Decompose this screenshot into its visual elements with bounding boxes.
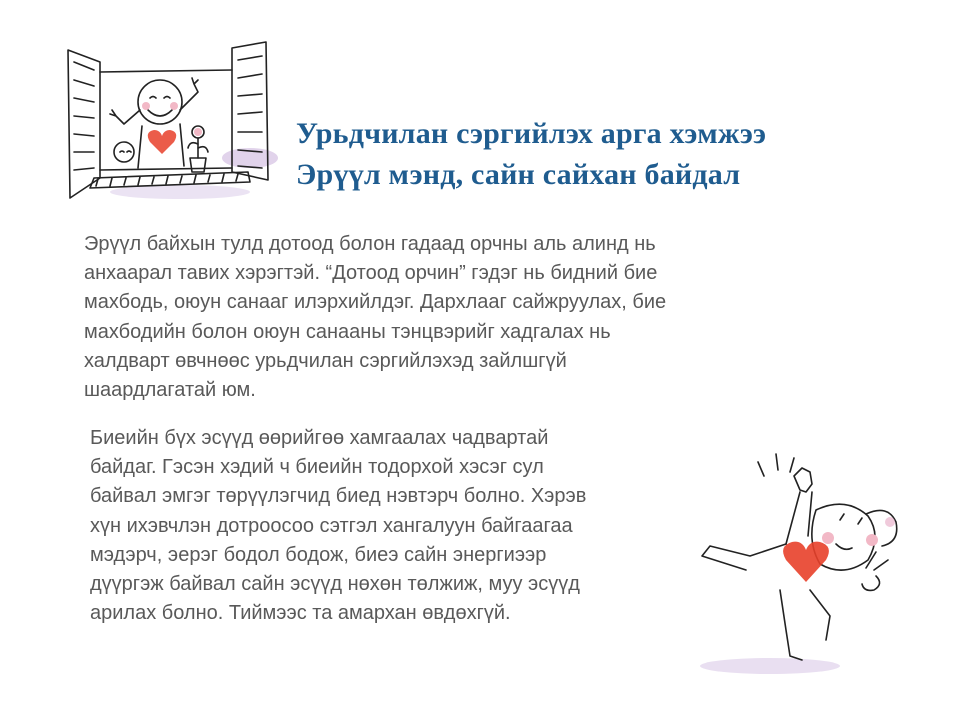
paragraph-line: анхаарал тавих хэрэгтэй. “Дотоод орчин” гэдэг нь бидний бие [84,262,658,285]
child-waving-from-window-illustration [60,40,280,210]
paragraph-line: Биеийн бүх эсүүд өөрийгөө хамгаалах чадвартай [90,427,549,449]
paragraph-line: махбодь, оюун санааг илэрхийлдэг. Дархлааг сайжруулах, бие [84,291,667,314]
paragraph-line: Эрүүл байхын тулд дотоод болон гадаад орчны аль алинд нь [84,233,656,255]
body-paragraph-1 [84,230,804,405]
body-paragraph-2 [90,424,720,628]
slide-title-line-1: Урьдчилан сэргийлэх арга хэмжээ [296,117,767,150]
paragraph-line: байдаг. Гэсэн хэдий ч биеийн тодорхой хэсэг сул [90,456,544,479]
paragraph-line: хүн ихэвчлэн дотроосоо сэтгэл хангалуун байгаагаа [90,514,573,537]
paragraph-line: махбодийн болон оюун санааны тэнцвэрийг хадгалах нь [84,320,611,343]
paragraph-line: мэдэрч, эерэг бодол бодож, биеэ сайн энергиээр [90,543,547,566]
paragraph-line: шаардлагатай юм. [84,379,256,402]
child-dancing-illustration [690,440,940,690]
paragraph-line: дүүргэж байвал сайн эсүүд нөхөн төлжиж, муу эсүүд [90,573,580,596]
paragraph-line: байвал эмгэг төрүүлэгчид биед нэвтэрч болно. Хэрэв [90,485,587,508]
paragraph-line: халдварт өвчнөөс урьдчилан сэргийлэхэд зайлшгүй [84,349,567,372]
paragraph-line: арилах болно. Тиймээс та амархан өвдөхгүй. [90,602,511,625]
slide-title-line-2: Эрүүл мэнд, сайн сайхан байдал [296,158,741,191]
